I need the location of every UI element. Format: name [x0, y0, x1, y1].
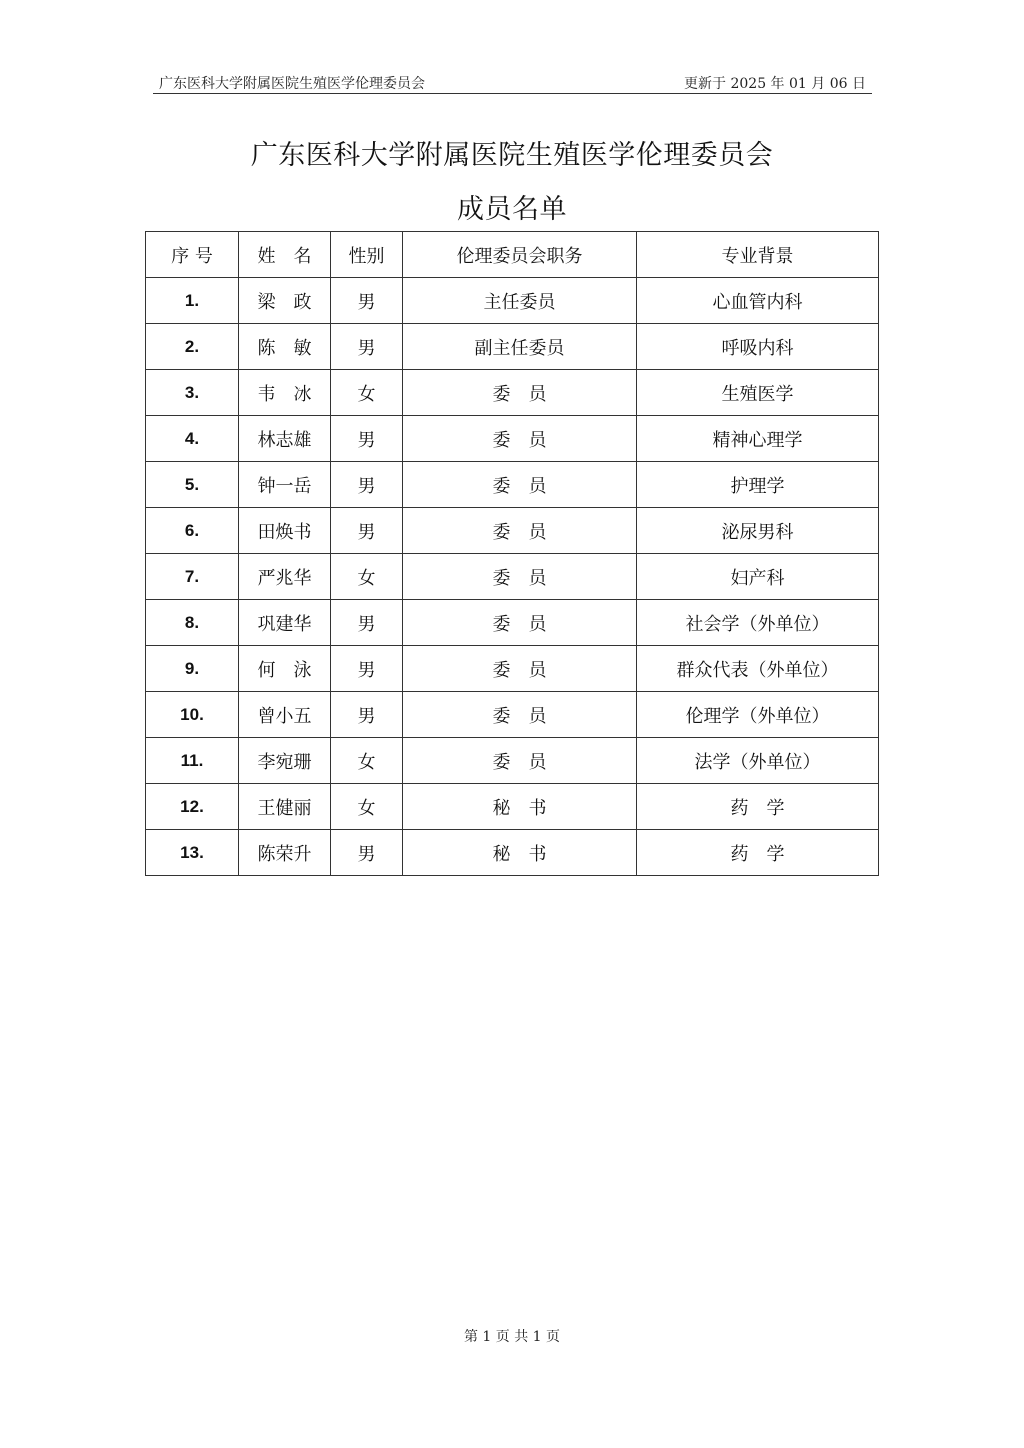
cell-position: 秘 书 [403, 830, 637, 876]
cell-gender: 男 [331, 692, 403, 738]
cell-name: 李宛珊 [239, 738, 331, 784]
cell-position: 委 员 [403, 508, 637, 554]
document-subtitle: 成员名单 [457, 194, 567, 225]
cell-name: 严兆华 [239, 554, 331, 600]
cell-name: 韦 冰 [239, 370, 331, 416]
header-cell-gender: 性别 [331, 232, 403, 278]
cell-background: 药 学 [637, 830, 879, 876]
table-row [146, 784, 879, 830]
table-row [146, 370, 879, 416]
cell-name: 曾小五 [239, 692, 331, 738]
cell-position: 委 员 [403, 462, 637, 508]
page-header [153, 73, 872, 94]
cell-position: 委 员 [403, 692, 637, 738]
cell-name: 陈 敏 [239, 324, 331, 370]
cell-background: 药 学 [637, 784, 879, 830]
cell-gender: 男 [331, 278, 403, 324]
cell-position: 委 员 [403, 370, 637, 416]
header-org-name: 广东医科大学附属医院生殖医学伦理委员会 [159, 76, 425, 92]
cell-index: 5. [146, 462, 239, 508]
cell-background: 伦理学（外单位） [637, 692, 879, 738]
table-row [146, 830, 879, 876]
cell-name: 田焕书 [239, 508, 331, 554]
cell-index: 9. [146, 646, 239, 692]
table-row [146, 508, 879, 554]
cell-index: 12. [146, 784, 239, 830]
cell-background: 群众代表（外单位） [637, 646, 879, 692]
table-row [146, 692, 879, 738]
cell-gender: 男 [331, 462, 403, 508]
cell-gender: 男 [331, 324, 403, 370]
page-footer: 第 1 页 共 1 页 [463, 1329, 561, 1345]
cell-background: 妇产科 [637, 554, 879, 600]
cell-name: 陈荣升 [239, 830, 331, 876]
table-row [146, 646, 879, 692]
cell-index: 8. [146, 600, 239, 646]
cell-name: 巩建华 [239, 600, 331, 646]
table-row [146, 462, 879, 508]
cell-gender: 男 [331, 600, 403, 646]
cell-position: 委 员 [403, 416, 637, 462]
cell-gender: 男 [331, 416, 403, 462]
cell-background: 泌尿男科 [637, 508, 879, 554]
cell-index: 6. [146, 508, 239, 554]
cell-position: 委 员 [403, 646, 637, 692]
cell-gender: 女 [331, 784, 403, 830]
cell-position: 主任委员 [403, 278, 637, 324]
cell-index: 3. [146, 370, 239, 416]
cell-name: 何 泳 [239, 646, 331, 692]
cell-index: 11. [146, 738, 239, 784]
table-row [146, 324, 879, 370]
table-row [146, 738, 879, 784]
document-title: 广东医科大学附属医院生殖医学伦理委员会 [250, 140, 774, 171]
cell-index: 1. [146, 278, 239, 324]
cell-position: 副主任委员 [403, 324, 637, 370]
cell-gender: 男 [331, 830, 403, 876]
header-cell-position: 伦理委员会职务 [403, 232, 637, 278]
cell-background: 法学（外单位） [637, 738, 879, 784]
cell-background: 精神心理学 [637, 416, 879, 462]
cell-background: 生殖医学 [637, 370, 879, 416]
cell-gender: 女 [331, 738, 403, 784]
cell-gender: 男 [331, 508, 403, 554]
cell-background: 心血管内科 [637, 278, 879, 324]
table-row [146, 278, 879, 324]
header-cell-index: 序 号 [146, 232, 239, 278]
cell-name: 钟一岳 [239, 462, 331, 508]
cell-index: 13. [146, 830, 239, 876]
cell-gender: 女 [331, 554, 403, 600]
cell-position: 委 员 [403, 600, 637, 646]
cell-index: 10. [146, 692, 239, 738]
table-header-row [146, 232, 879, 278]
cell-name: 梁 政 [239, 278, 331, 324]
cell-background: 呼吸内科 [637, 324, 879, 370]
cell-index: 4. [146, 416, 239, 462]
members-table [145, 231, 879, 876]
cell-position: 秘 书 [403, 784, 637, 830]
table-row [146, 416, 879, 462]
cell-position: 委 员 [403, 554, 637, 600]
cell-name: 王健丽 [239, 784, 331, 830]
cell-gender: 男 [331, 646, 403, 692]
cell-name: 林志雄 [239, 416, 331, 462]
cell-index: 7. [146, 554, 239, 600]
cell-background: 社会学（外单位） [637, 600, 879, 646]
cell-gender: 女 [331, 370, 403, 416]
header-cell-background: 专业背景 [637, 232, 879, 278]
header-update-date: 更新于 2025 年 01 月 06 日 [684, 76, 866, 92]
cell-background: 护理学 [637, 462, 879, 508]
cell-index: 2. [146, 324, 239, 370]
table-row [146, 554, 879, 600]
header-cell-name: 姓 名 [239, 232, 331, 278]
cell-position: 委 员 [403, 738, 637, 784]
table-row [146, 600, 879, 646]
